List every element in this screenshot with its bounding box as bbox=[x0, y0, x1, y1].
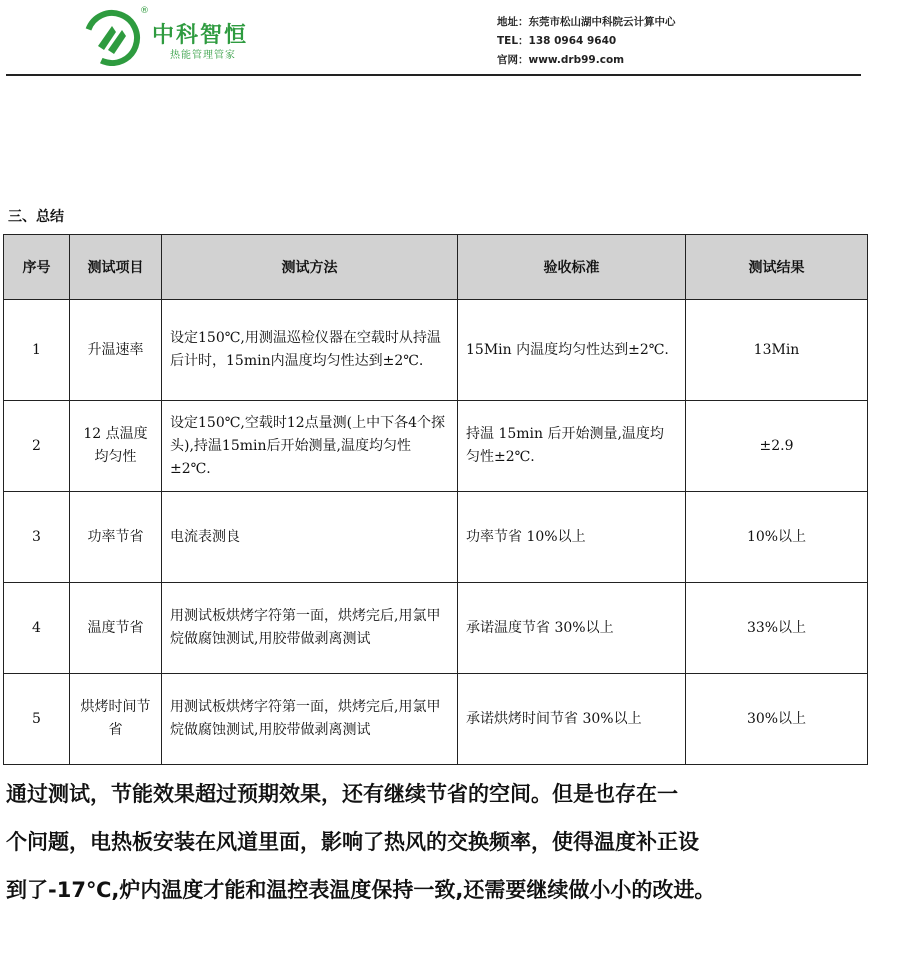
brand-subtitle: 热能管理管家 bbox=[170, 50, 236, 61]
table-row bbox=[4, 674, 868, 765]
cell-result: ±2.9 bbox=[686, 401, 868, 492]
cell-standard: 功率节省 10%以上 bbox=[458, 492, 686, 583]
cell-result: 30%以上 bbox=[686, 674, 868, 765]
cell-no: 2 bbox=[4, 401, 70, 492]
table-row bbox=[4, 492, 868, 583]
cell-item: 烘烤时间节省 bbox=[70, 674, 162, 765]
header-no: 序号 bbox=[4, 235, 70, 300]
header-result: 测试结果 bbox=[686, 235, 868, 300]
cell-item: 升温速率 bbox=[70, 300, 162, 401]
header-divider bbox=[6, 74, 861, 76]
cell-method: 电流表测良 bbox=[162, 492, 458, 583]
conclusion-line-3: 到了-17℃,炉内温度才能和温控表温度保持一致,还需要继续做小小的改进。 bbox=[6, 878, 716, 902]
cell-no: 5 bbox=[4, 674, 70, 765]
table-row bbox=[4, 401, 868, 492]
registered-mark: ® bbox=[140, 6, 149, 16]
header-item: 测试项目 bbox=[70, 235, 162, 300]
cell-standard: 承诺温度节省 30%以上 bbox=[458, 583, 686, 674]
table-row bbox=[4, 300, 868, 401]
cell-standard: 承诺烘烤时间节省 30%以上 bbox=[458, 674, 686, 765]
cell-result: 33%以上 bbox=[686, 583, 868, 674]
header-method: 测试方法 bbox=[162, 235, 458, 300]
conclusion-line-2: 个问题，电热板安装在风道里面，影响了热风的交换频率，使得温度补正设 bbox=[6, 830, 699, 854]
address: 地址：东莞市松山湖中科院云计算中心 bbox=[497, 16, 676, 28]
cell-item: 功率节省 bbox=[70, 492, 162, 583]
cell-method: 用测试板烘烤字符第一面，烘烤完后,用氯甲烷做腐蚀测试,用胶带做剥离测试 bbox=[162, 583, 458, 674]
cell-standard: 15Min 内温度均匀性达到±2℃. bbox=[458, 300, 686, 401]
header-standard: 验收标准 bbox=[458, 235, 686, 300]
table-header-row bbox=[4, 235, 868, 300]
conclusion-line-1: 通过测试，节能效果超过预期效果，还有继续节省的空间。但是也存在一 bbox=[6, 782, 678, 806]
cell-no: 4 bbox=[4, 583, 70, 674]
cell-result: 13Min bbox=[686, 300, 868, 401]
company-logo-icon bbox=[82, 8, 144, 66]
cell-item: 12 点温度均匀性 bbox=[70, 401, 162, 492]
conclusion-paragraph bbox=[6, 770, 866, 914]
letterhead bbox=[0, 0, 900, 80]
section-title: 三、总结 bbox=[8, 209, 64, 225]
website: 官网：www.drb99.com bbox=[497, 54, 625, 66]
summary-table bbox=[3, 234, 868, 765]
cell-result: 10%以上 bbox=[686, 492, 868, 583]
cell-method: 设定150℃,用测温巡检仪器在空载时从持温后计时，15min内温度均匀性达到±2℃. bbox=[162, 300, 458, 401]
cell-method: 用测试板烘烤字符第一面，烘烤完后,用氯甲烷做腐蚀测试,用胶带做剥离测试 bbox=[162, 674, 458, 765]
cell-item: 温度节省 bbox=[70, 583, 162, 674]
cell-standard: 持温 15min 后开始测量,温度均匀性±2℃. bbox=[458, 401, 686, 492]
table-row bbox=[4, 583, 868, 674]
contact-block bbox=[497, 13, 676, 70]
cell-method: 设定150℃,空载时12点量测(上中下各4个探头),持温15min后开始测量,温度均匀性±2℃. bbox=[162, 401, 458, 492]
brand-name: 中科智恒 bbox=[152, 23, 249, 48]
telephone: TEL：138 0964 9640 bbox=[497, 35, 617, 47]
cell-no: 1 bbox=[4, 300, 70, 401]
cell-no: 3 bbox=[4, 492, 70, 583]
